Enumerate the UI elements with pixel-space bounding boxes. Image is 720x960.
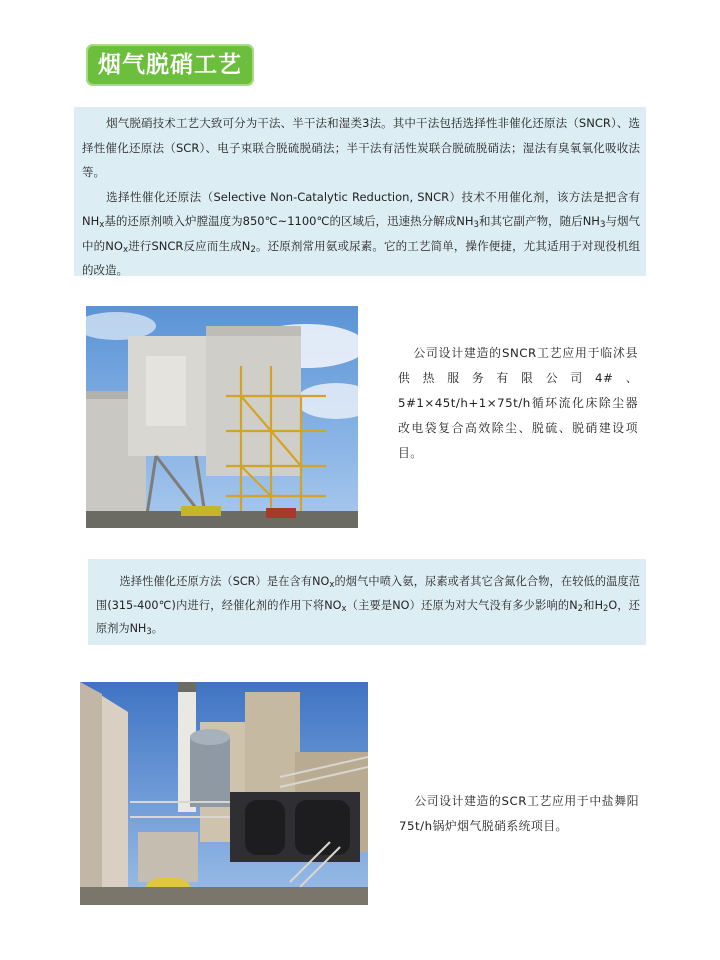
scr-box xyxy=(88,559,646,645)
sncr-plant-photo xyxy=(86,306,358,528)
scr-project-caption: 公司设计建造的SCR工艺应用于中盐舞阳75t/h锅炉烟气脱硝系统项目。 xyxy=(399,794,639,833)
page-title: 烟气脱硝工艺 xyxy=(86,44,254,86)
sncr-project-caption: 公司设计建造的SNCR工艺应用于临沭县供热服务有限公司4#、5#1×45t/h+1×75t/h循环流化床除尘器改电袋复合高效除尘、脱硫、脱硝建设项目。 xyxy=(398,346,638,460)
intro-box xyxy=(74,107,646,276)
intro-paragraph-2: 选择性催化还原法（Selective Non-Catalytic Reduction, SNCR）技术不用催化剂，该方法是把含有$NH_x$基的还原剂喷入炉膛温度为850℃~1100℃的区域后，迅速热分解成$NH_3$和其它副产物，随后$NH_3$与烟气中的$NO_x$进行SNCR反应而生成$N_2$。还原剂常用氨或尿素。它的工艺简单，操作便捷，尤其适用于对现役机组的改造。 xyxy=(82,189,641,277)
scr-paragraph: 选择性催化还原方法（SCR）是在含有$NO_x$的烟气中喷入氨，尿素或者其它含氮化合物，在较低的温度范围(315-400℃)内进行，经催化剂的作用下将$NO_x$（主要是NO）还原为对大气没有多少影响的$N_2$和$H_2O$，还原剂为$NH_3$。 xyxy=(96,575,640,637)
intro-paragraph-1: 烟气脱硝技术工艺大致可分为干法、半干法和湿类3法。其中干法包括选择性非催化还原法（SNCR）、选择性催化还原法（SCR）、电子束联合脱硫脱硝法；半干法有活性炭联合脱硫脱硝法；湿法有臭氧氧化吸收法等。 xyxy=(82,116,640,179)
scr-plant-photo xyxy=(80,682,368,905)
